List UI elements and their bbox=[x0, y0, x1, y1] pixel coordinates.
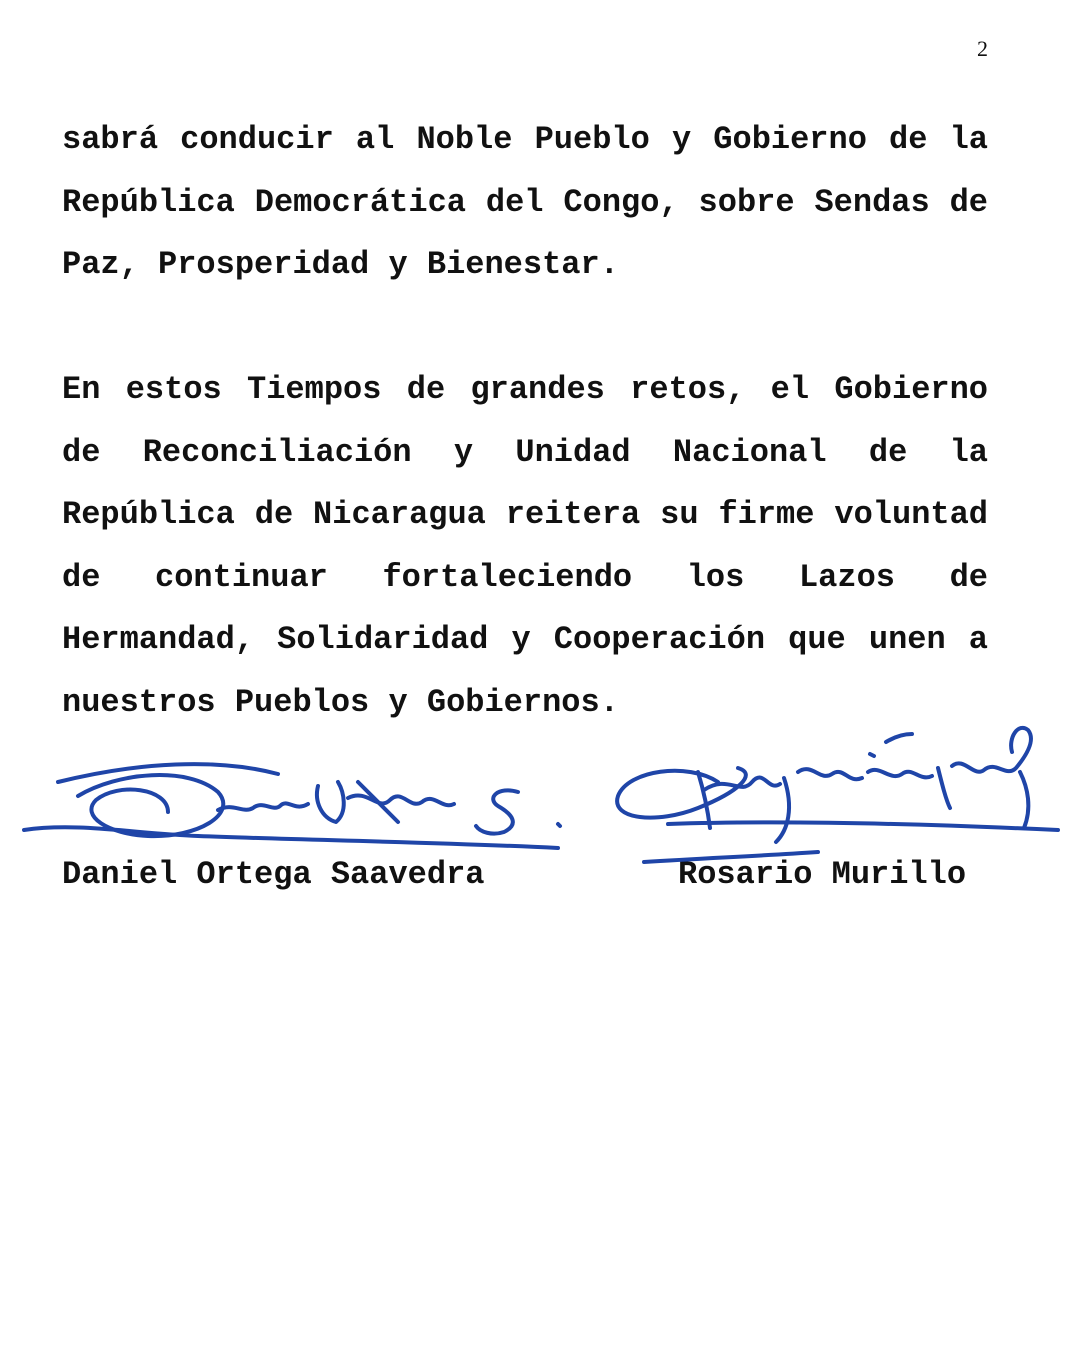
signatory-name-daniel-ortega: Daniel Ortega Saavedra bbox=[62, 856, 485, 893]
paragraph-text: sabrá conducir al Noble Pueblo y Gobierno de la República Democrática del Congo, sobre Sendas de Paz, Prosperidad y Bienestar. bbox=[62, 121, 988, 283]
page-number: 2 bbox=[977, 36, 988, 61]
signature-rosario-murillo bbox=[608, 712, 1068, 872]
body-paragraph-2 bbox=[62, 359, 988, 734]
body-paragraph-1 bbox=[62, 109, 988, 297]
signatory-name-rosario-murillo: Rosario Murillo bbox=[678, 856, 967, 893]
signature-daniel-ortega bbox=[18, 752, 578, 862]
paragraph-text: En estos Tiempos de grandes retos, el Gobierno de Reconciliación y Unidad Nacional de la República de Nicaragua reitera su firme voluntad de continuar fortaleciendo los Lazos de Hermandad, Solidaridad y Cooperación que unen a nuestros Pueblos y Gobiernos. bbox=[62, 371, 988, 721]
